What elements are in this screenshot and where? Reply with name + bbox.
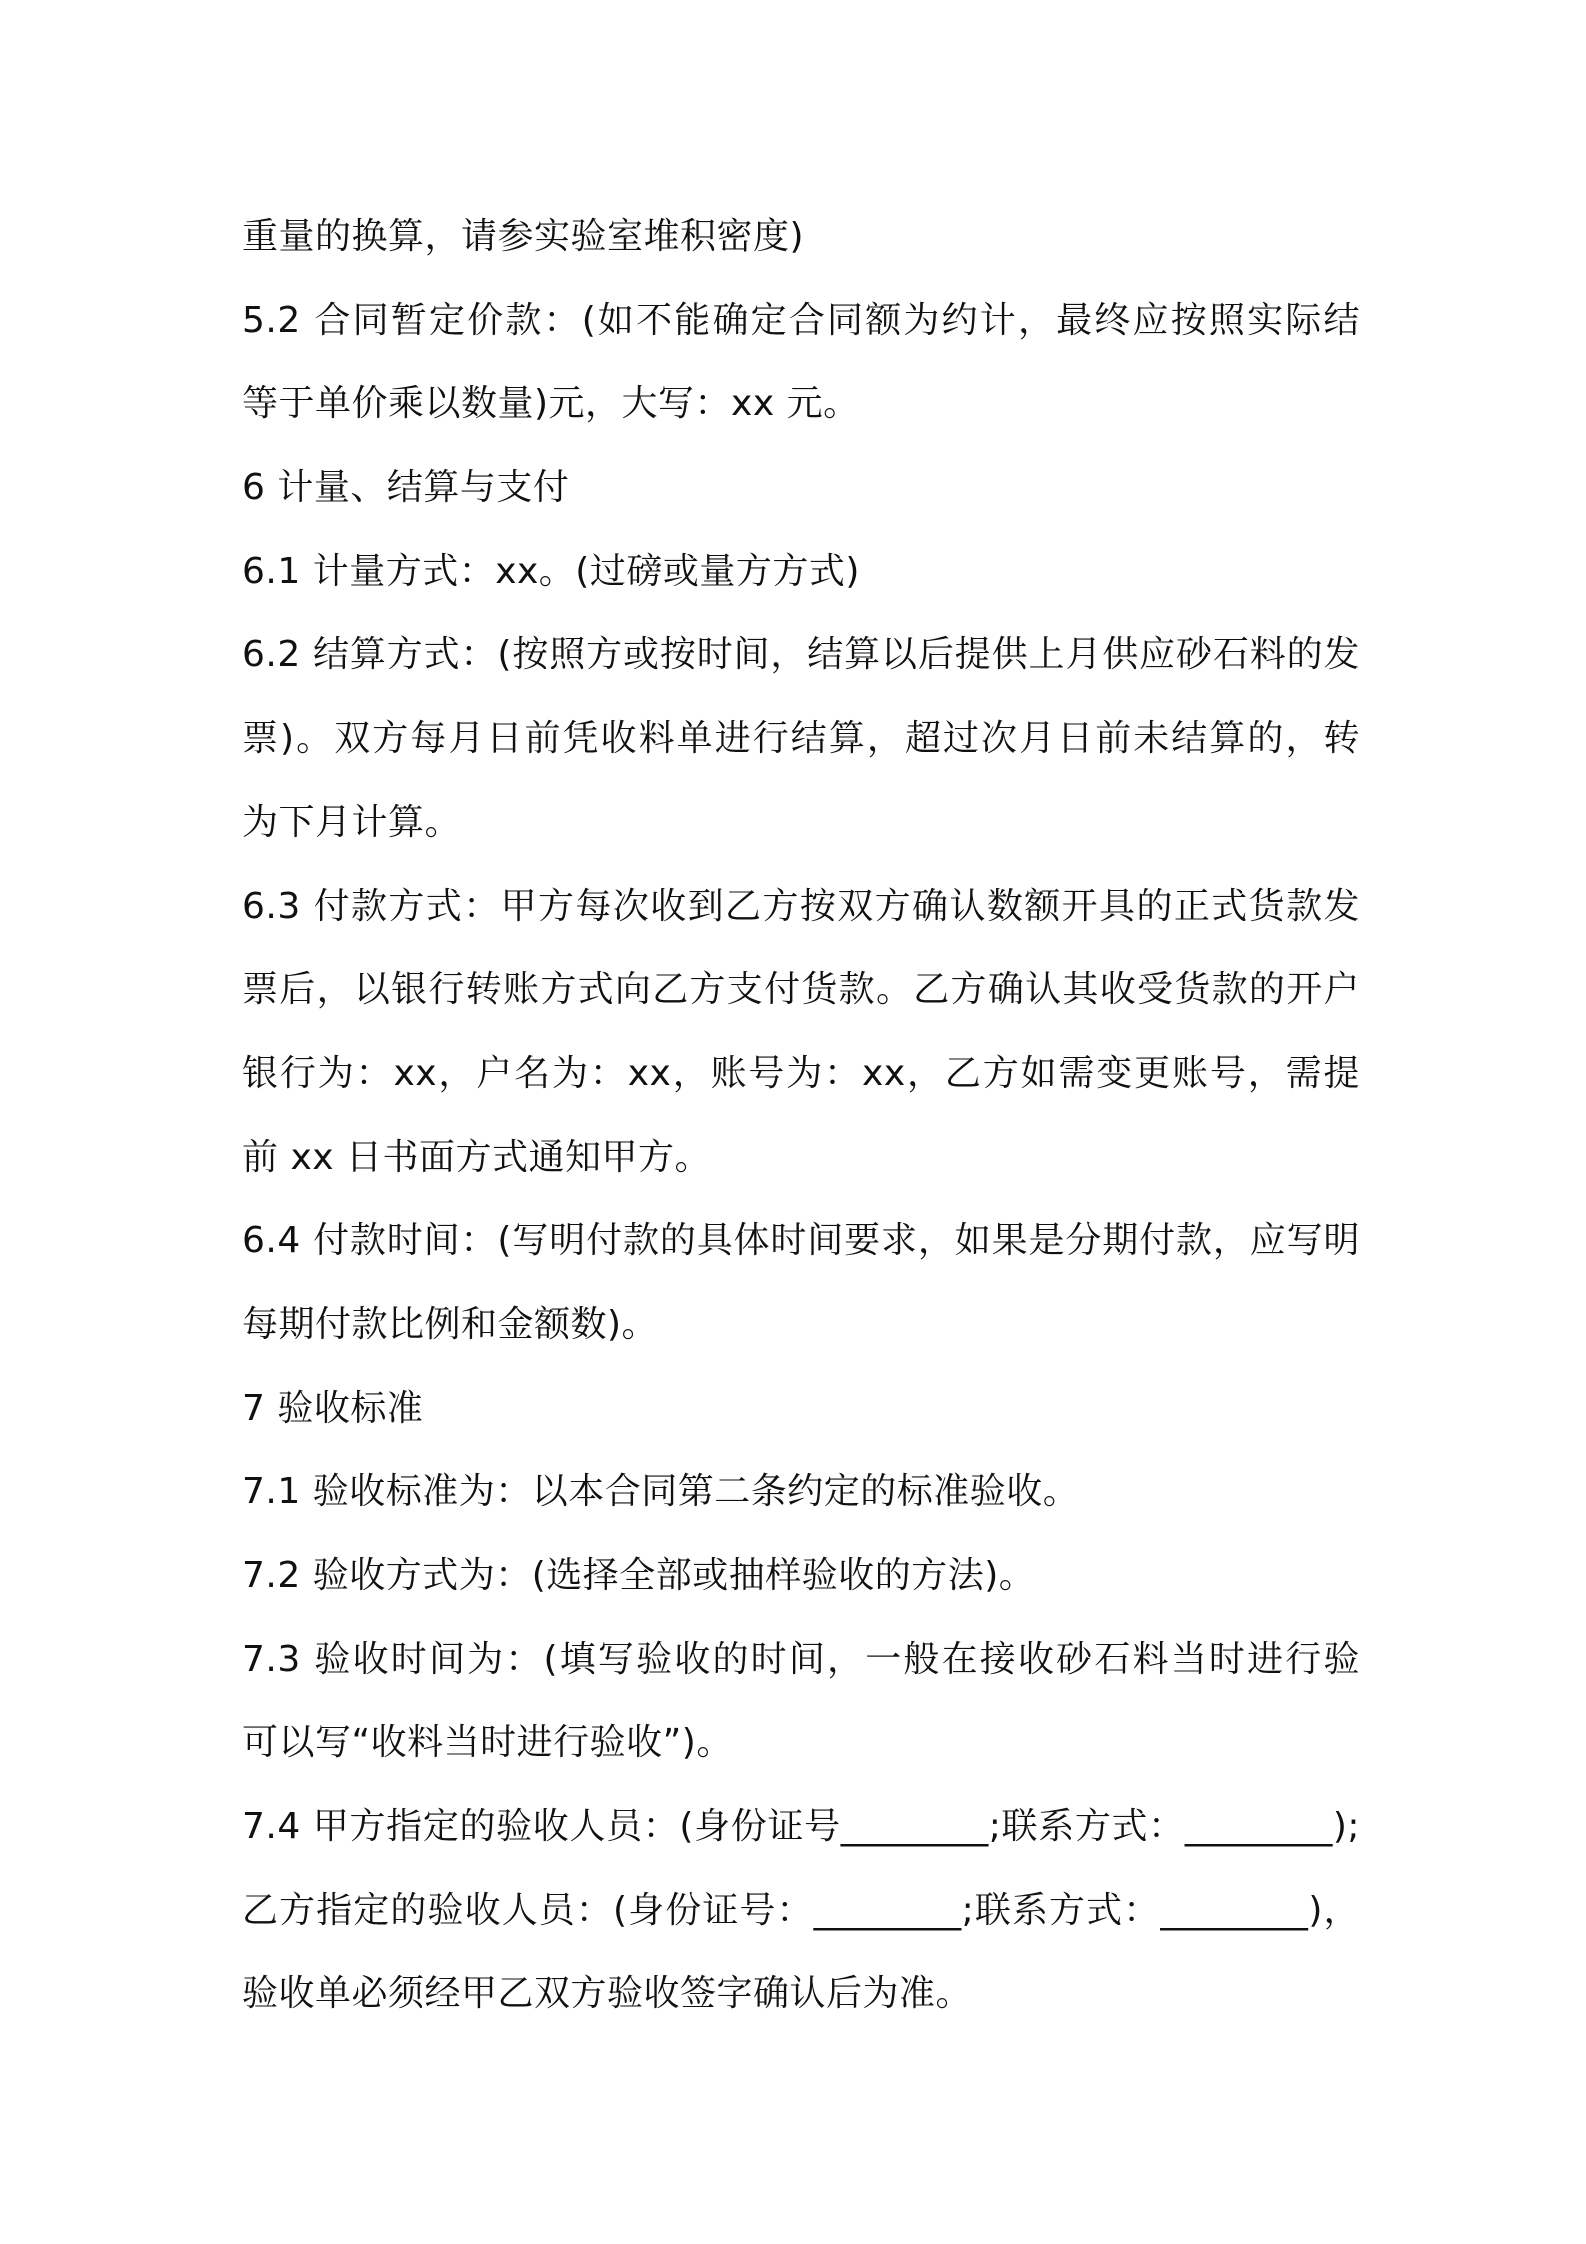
text-line-12: 前 xx 日书面方式通知甲方。 — [242, 1136, 711, 1178]
document-body — [242, 195, 1360, 2036]
text-line-10: 票后，以银行转账方式向乙方支付货款。乙方确认其收受货款的开户 — [242, 969, 1360, 1011]
text-line-2: 5.2 合同暂定价款：(如不能确定合同额为约计，最终应按照实际结 — [242, 299, 1360, 341]
text-line-16: 7.1 验收标准为：以本合同第二条约定的标准验收。 — [242, 1471, 1080, 1513]
text-line-17: 7.2 验收方式为：(选择全部或抽样验收的方法)。 — [242, 1555, 1036, 1596]
text-line-14: 每期付款比例和金额数)。 — [242, 1303, 659, 1345]
text-line-11: 银行为：xx，户名为：xx，账号为：xx，乙方如需变更账号，需提 — [242, 1052, 1360, 1094]
text-line-8: 为下月计算。 — [242, 801, 462, 843]
text-line-13: 6.4 付款时间：(写明付款的具体时间要求，如果是分期付款，应写明 — [242, 1220, 1360, 1262]
text-line-1: 重量的换算，请参实验室堆积密度) — [242, 216, 805, 257]
section-heading-6: 6 计量、结算与支付 — [242, 467, 570, 509]
text-line-6: 6.2 结算方式：(按照方或按时间，结算以后提供上月供应砂石料的发 — [242, 634, 1360, 676]
text-line-22: 验收单必须经甲乙双方验收签字确认后为准。 — [242, 1973, 973, 2015]
text-line-3: 等于单价乘以数量)元，大写：xx 元。 — [242, 383, 860, 425]
text-line-9: 6.3 付款方式：甲方每次收到乙方按双方确认数额开具的正式货款发 — [242, 885, 1360, 927]
text-line-7: 票)。双方每月日前凭收料单进行结算，超过次月日前未结算的，转 — [242, 718, 1360, 760]
text-line-19: 可以写“收料当时进行验收”)。 — [242, 1722, 733, 1764]
text-line-5: 6.1 计量方式：xx。(过磅或量方方式) — [242, 550, 860, 592]
section-heading-7: 7 验收标准 — [242, 1387, 424, 1429]
text-line-18: 7.3 验收时间为：(填写验收的时间，一般在接收砂石料当时进行验 — [242, 1638, 1360, 1680]
text-line-21: 乙方指定的验收人员：(身份证号：________;联系方式：________)， — [242, 1889, 1360, 1931]
text-line-20: 7.4 甲方指定的验收人员：(身份证号________;联系方式：________); — [242, 1806, 1360, 1848]
